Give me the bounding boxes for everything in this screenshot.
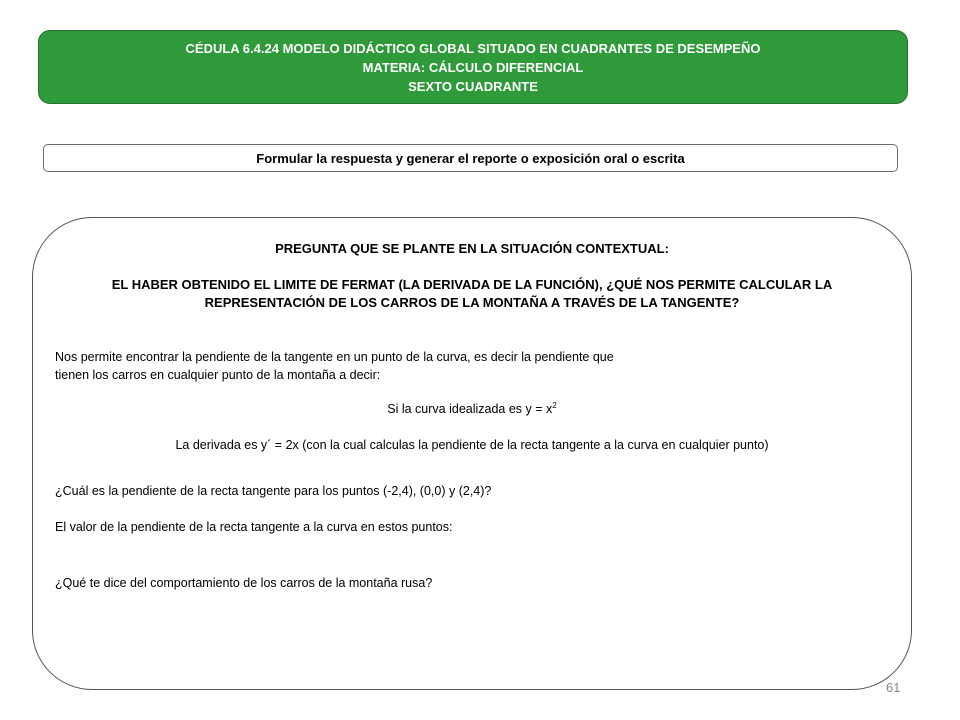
question-heading: PREGUNTA QUE SE PLANTE EN LA SITUACIÓN CONTEXTUAL: bbox=[275, 241, 669, 256]
section-subtitle: Formular la respuesta y generar el reporte o exposición oral o escrita bbox=[43, 144, 898, 172]
curve-equation bbox=[33, 400, 911, 418]
question-line-2: REPRESENTACIÓN DE LOS CARROS DE LA MONTAÑA A TRAVÉS DE LA TANGENTE? bbox=[204, 295, 740, 310]
content-panel bbox=[32, 217, 912, 690]
question-line-1: EL HABER OBTENIDO EL LIMITE DE FERMAT (LA DERIVADA DE LA FUNCIÓN), ¿QUÉ NOS PERMITE CALCULAR LA bbox=[111, 277, 833, 292]
header-quadrant: SEXTO CUADRANTE bbox=[408, 78, 538, 94]
behavior-question: ¿Qué te dice del comportamiento de los carros de la montaña rusa? bbox=[55, 576, 433, 590]
slope-question: ¿Cuál es la pendiente de la recta tangente para los puntos (-2,4), (0,0) y (2,4)? bbox=[55, 484, 492, 498]
answer-line-1: Nos permite encontrar la pendiente de la tangente en un punto de la curva, es decir la pendiente que bbox=[55, 350, 614, 364]
header-banner bbox=[38, 30, 908, 104]
curve-text: Si la curva idealizada es y = x bbox=[387, 402, 553, 416]
derivative-statement: La derivada es y´ = 2x (con la cual calculas la pendiente de la recta tangente a la curva en cualquier punto) bbox=[175, 438, 769, 452]
header-title: CÉDULA 6.4.24 MODELO DIDÁCTICO GLOBAL SITUADO EN CUADRANTES DE DESEMPEÑO bbox=[185, 40, 761, 56]
header-subject: MATERIA: CÁLCULO DIFERENCIAL bbox=[362, 59, 584, 75]
answer-line-2: tienen los carros en cualquier punto de la montaña a decir: bbox=[55, 368, 381, 382]
slope-values-statement: El valor de la pendiente de la recta tangente a la curva en estos puntos: bbox=[55, 520, 453, 534]
curve-exponent: 2 bbox=[552, 400, 557, 410]
page-number: 61 bbox=[886, 680, 901, 695]
